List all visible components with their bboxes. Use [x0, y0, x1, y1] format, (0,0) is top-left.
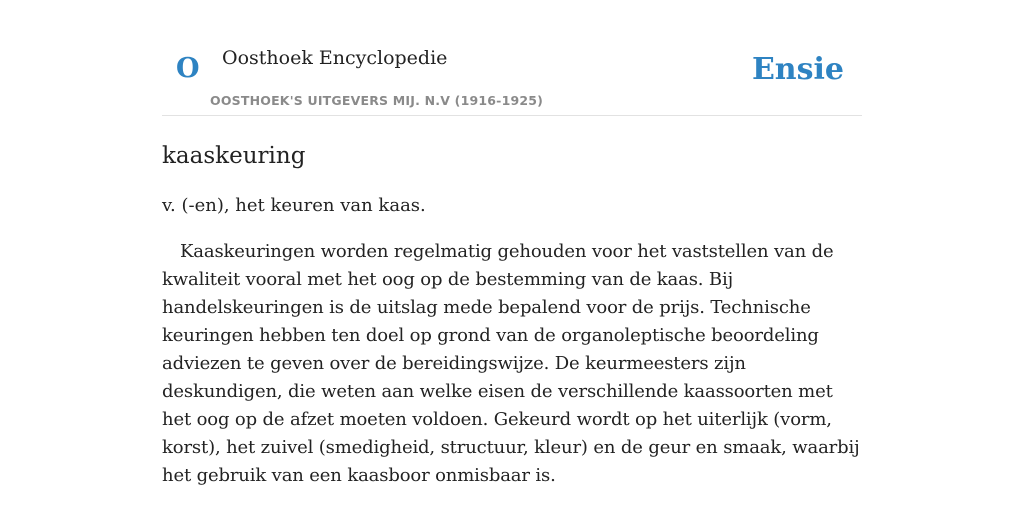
entry-page: [162, 0, 862, 490]
entry-body: Kaaskeuringen worden regelmatig gehouden voor het vaststellen van de kwaliteit vooral met het oog op de bestemming van de kaas. Bij handelskeuringen is de uitslag mede bepalend voor de prijs. Technische keuringen hebben ten doel op grond van de organoleptische beoordeling adviezen te geven over de bereidingswijze. De keurmeesters zijn deskundigen, die weten aan welke eisen de verschillende kaassoorten met het oog op de afzet moeten voldoen. Gekeurd wordt op het uiterlijk (vorm, korst), het zuivel (smedigheid, structuur, kleur) en de geur en smaak, waarbij het gebruik van een kaasboor onmisbaar is.: [162, 241, 860, 486]
ensie-brand-link[interactable]: Ensie: [751, 52, 844, 87]
source-title: Oosthoek Encyclopedie: [222, 47, 448, 69]
source-header: [162, 0, 862, 116]
entry-definition: v. (-en), het keuren van kaas.: [162, 195, 426, 216]
source-logo-link[interactable]: O: [176, 53, 200, 84]
entry-content: [162, 140, 862, 490]
entry-title: kaaskeuring: [162, 143, 306, 169]
publisher-label: OOSTHOEK'S UITGEVERS MIJ. N.V (1916-1925): [210, 93, 544, 108]
